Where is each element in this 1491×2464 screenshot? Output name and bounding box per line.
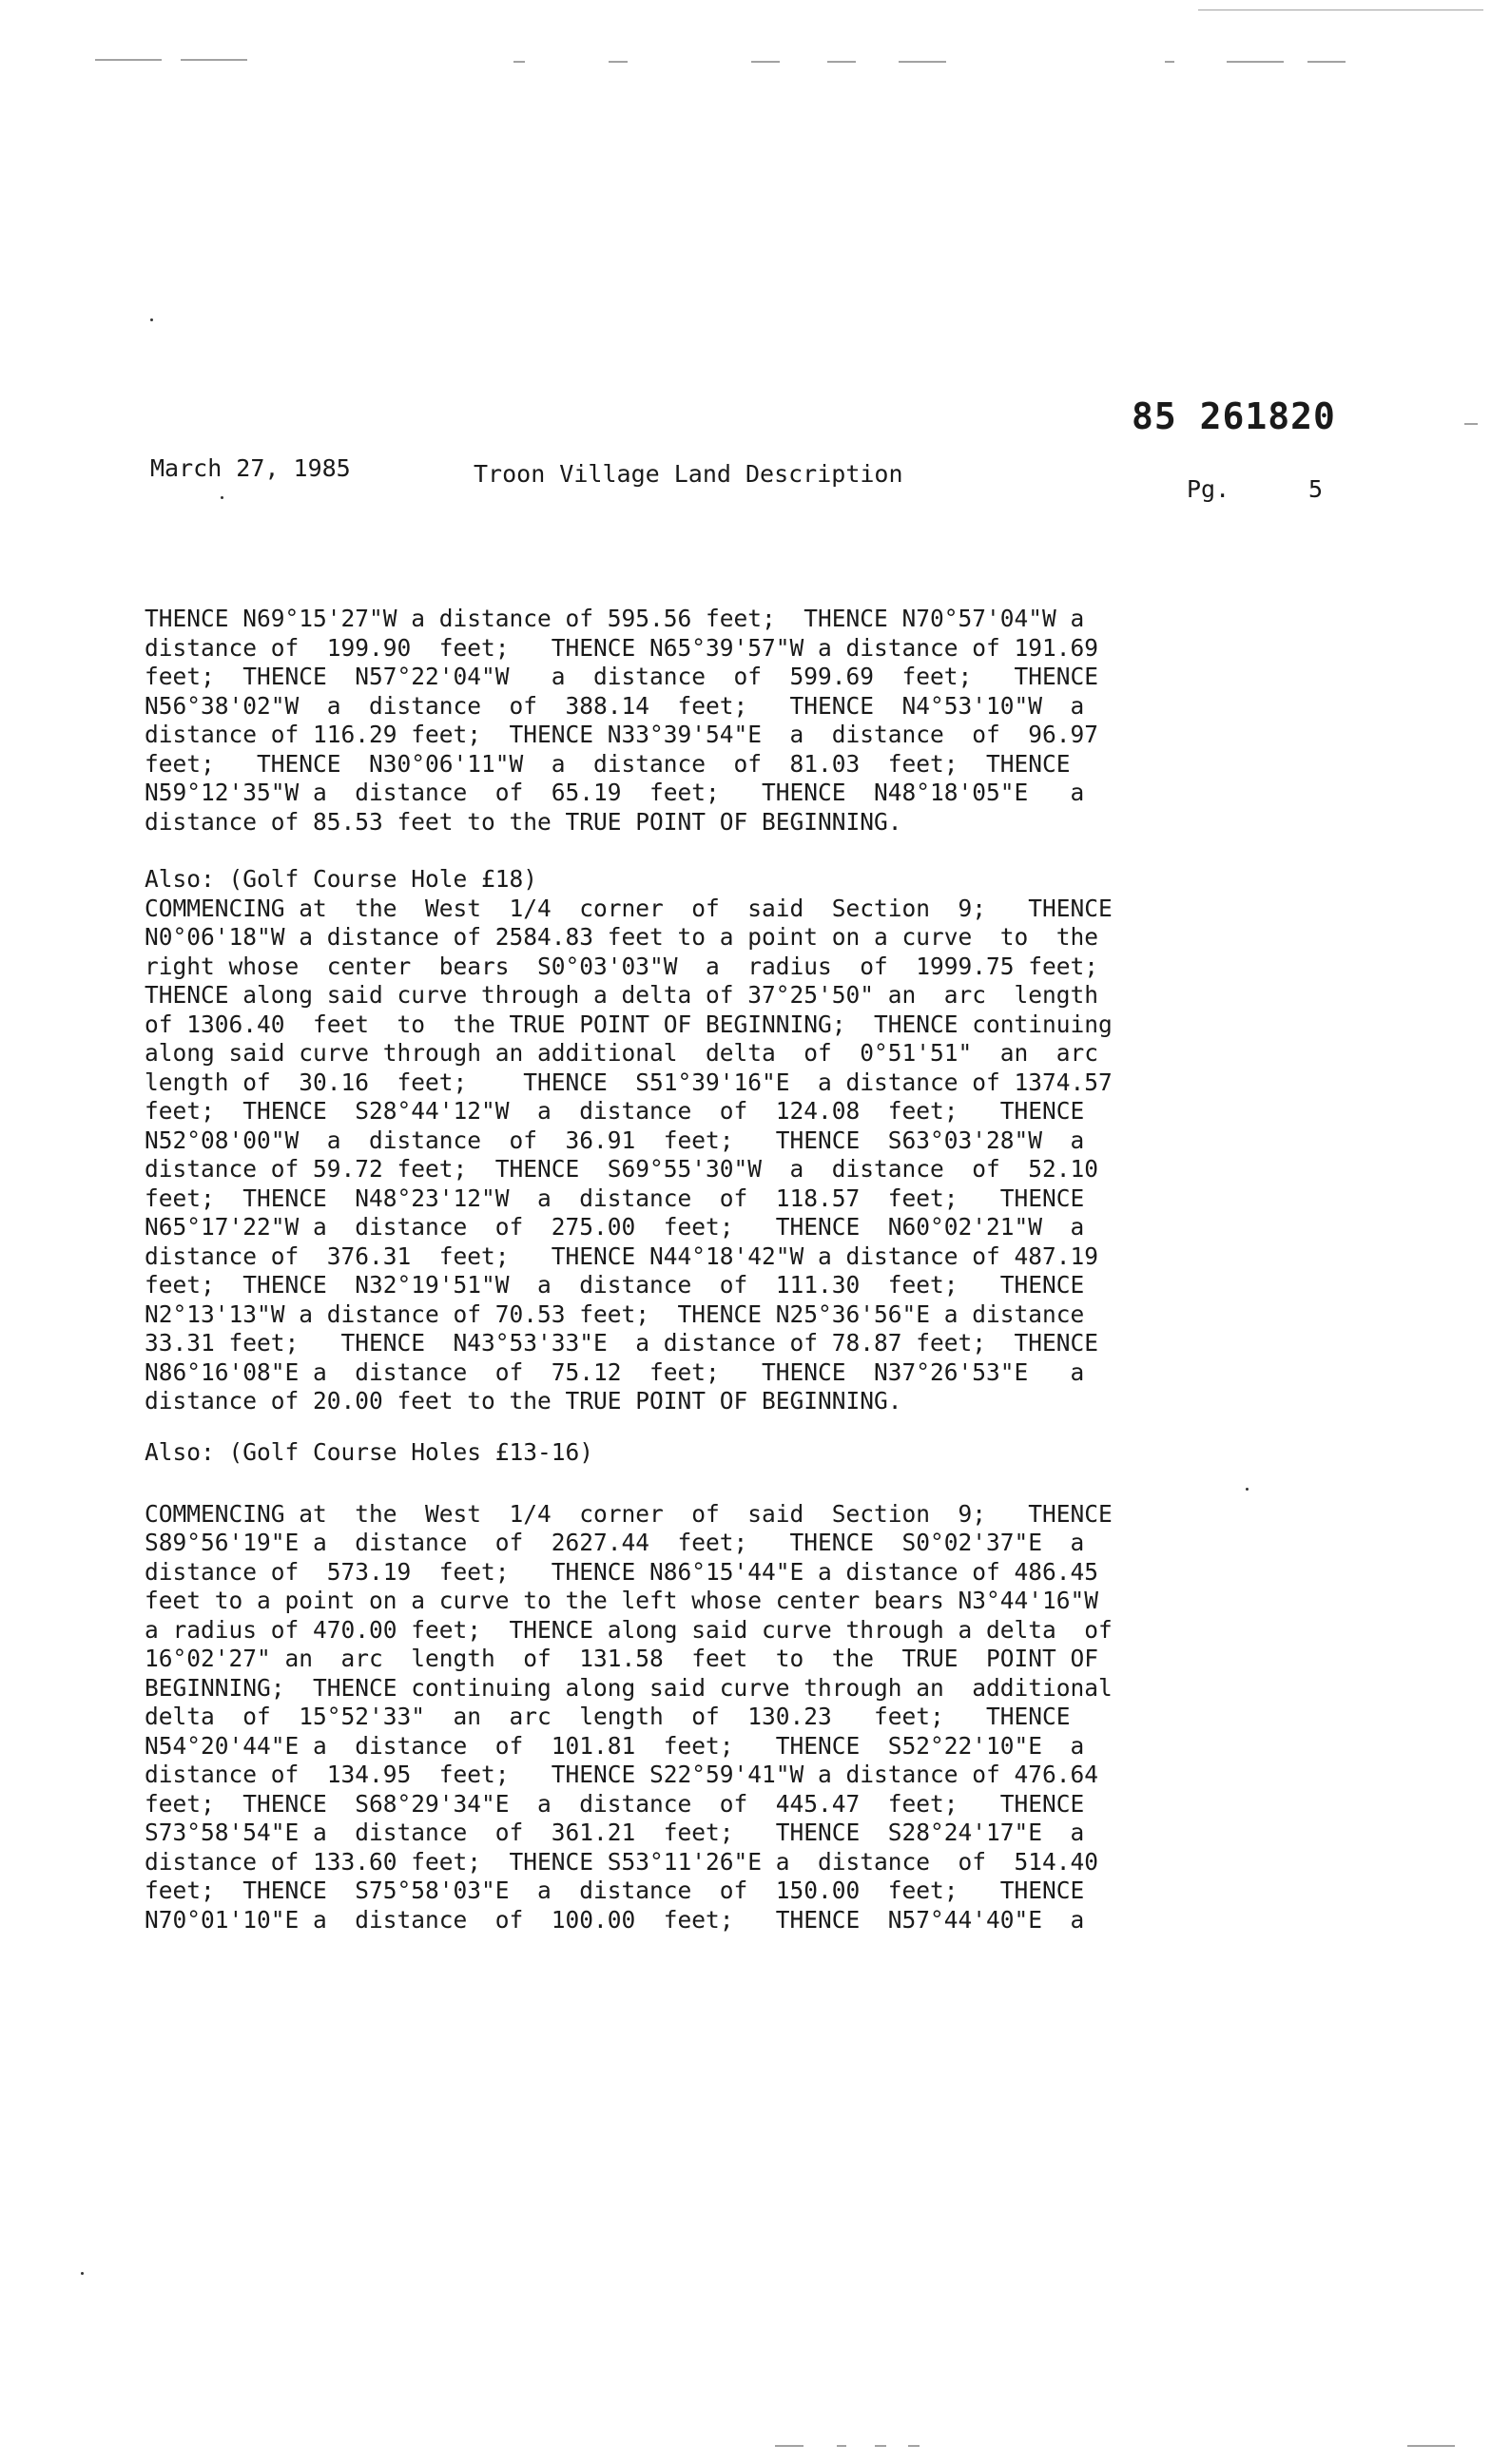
description-paragraph-1: THENCE N69°15'27"W a distance of 595.56 feet; THENCE N70°57'04"W a distance of 199.90 feet; THENCE N65°39'57"W a distance of 191.69 feet; THENCE N57°22'04"W a distance of 599.69 feet; THENCE N56°38'02"W a distance of 388.14 feet; THENCE N4°53'10"W a distance of 116.29 feet; THENCE N33°39'54"E a distance of 96.97 feet; THENCE N30°06'11"W a distance of 81.03 feet; THENCE N59°12'35"W a distance of 65.19 feet; THENCE N48°18'05"E a distance of 85.53 feet to the TRUE POINT OF BEGINNING.	[145, 605, 1099, 836]
scan-artifact-line	[609, 61, 628, 63]
scan-artifact-line	[775, 2445, 804, 2447]
scan-artifact-line	[875, 2445, 886, 2447]
scan-artifact-line	[1227, 61, 1284, 63]
scan-artifact-line	[899, 61, 946, 63]
document-number: 85 261820	[1132, 395, 1336, 437]
scan-artifact-line	[181, 59, 247, 61]
scan-artifact-line	[1165, 61, 1174, 63]
description-paragraph-2: COMMENCING at the West 1/4 corner of said Section 9; THENCE N0°06'18"W a distance of 2584.83 feet to a point on a curve to the right whose center bears S0°03'03"W a radius of 1999.75 feet; THENCE along said curve through a delta of 37°25'50" an arc length of 1306.40 feet to the TRUE POINT OF BEGINNING; THENCE continuing along said curve through an additional delta of 0°51'51" an arc length of 30.16 feet; THENCE S51°39'16"E a distance of 1374.57 feet; THENCE S28°44'12"W a distance of 124.08 feet; THENCE N52°08'00"W a distance of 36.91 feet; THENCE S63°03'28"W a distance of 59.72 feet; THENCE S69°55'30"W a distance of 52.10 feet; THENCE N48°23'12"W a distance of 118.57 feet; THENCE N65°17'22"W a distance of 275.00 feet; THENCE N60°02'21"W a distance of 376.31 feet; THENCE N44°18'42"W a distance of 487.19 feet; THENCE N32°19'51"W a distance of 111.30 feet; THENCE N2°13'13"W a distance of 70.53 feet; THENCE N25°36'56"E a distance 33.31 feet; THENCE N43°53'33"E a distance of 78.87 feet; THENCE N86°16'08"E a distance of 75.12 feet; THENCE N37°26'53"E a distance of 20.00 feet to the TRUE POINT OF BEGINNING.	[145, 894, 1113, 1415]
scan-artifact-line	[95, 59, 162, 61]
description-paragraph-3: COMMENCING at the West 1/4 corner of said Section 9; THENCE S89°56'19"E a distance of 2627.44 feet; THENCE S0°02'37"E a distance of 573.19 feet; THENCE N86°15'44"E a distance of 486.45 feet to a point on a curve to the left whose center bears N3°44'16"W a radius of 470.00 feet; THENCE along said curve through a delta of 16°02'27" an arc length of 131.58 feet to the TRUE POINT OF BEGINNING; THENCE continuing along said curve through an additional delta of 15°52'33" an arc length of 130.23 feet; THENCE N54°20'44"E a distance of 101.81 feet; THENCE S52°22'10"E a distance of 134.95 feet; THENCE S22°59'41"W a distance of 476.64 feet; THENCE S68°29'34"E a distance of 445.47 feet; THENCE S73°58'54"E a distance of 361.21 feet; THENCE S28°24'17"E a distance of 133.60 feet; THENCE S53°11'26"E a distance of 514.40 feet; THENCE S75°58'03"E a distance of 150.00 feet; THENCE N70°01'10"E a distance of 100.00 feet; THENCE N57°44'40"E a	[145, 1499, 1113, 1934]
scan-artifact-line	[908, 2445, 920, 2447]
scan-artifact-line	[837, 2445, 846, 2447]
description-block-1	[145, 605, 1305, 837]
header-page-number: 5	[1308, 475, 1324, 503]
scan-artifact-line	[1307, 61, 1346, 63]
page-header	[150, 454, 1329, 502]
header-date: March 27, 1985	[150, 454, 351, 482]
scan-artifact-dot	[150, 318, 153, 321]
section-heading-hole-18: Also: (Golf Course Hole £18)	[145, 865, 538, 893]
scan-artifact-line	[827, 61, 856, 63]
scan-artifact-line	[1464, 423, 1478, 425]
scan-artifact-line	[751, 61, 780, 63]
section-heading-holes-13-16: Also: (Golf Course Holes £13-16)	[145, 1438, 594, 1466]
scan-artifact-line	[513, 61, 525, 63]
scan-artifact-line	[1407, 2445, 1455, 2447]
description-block-3	[145, 1438, 1305, 1935]
scan-artifact-dot	[81, 2272, 84, 2275]
header-title: Troon Village Land Description	[474, 460, 903, 488]
description-block-2	[145, 865, 1305, 1416]
header-page-label: Pg.	[1187, 475, 1230, 503]
